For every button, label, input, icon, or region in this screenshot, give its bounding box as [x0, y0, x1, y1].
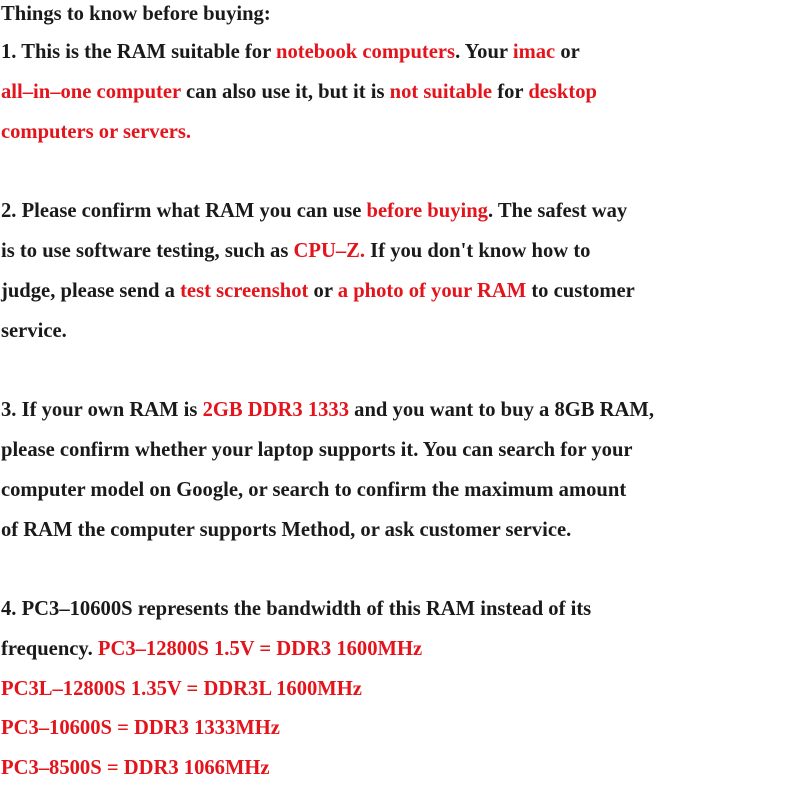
item3-line4: [1, 517, 571, 543]
highlighted-text: not suitable: [389, 81, 493, 103]
highlighted-text: computers or servers.: [1, 121, 192, 143]
body-text: can also use it, but it is: [180, 81, 390, 103]
highlighted-text: PC3–12800S 1.5V = DDR3 1600MHz: [97, 638, 423, 660]
item4-line3: [1, 676, 362, 702]
item4-line2: [1, 636, 422, 662]
body-text: to customer: [526, 280, 635, 302]
highlighted-text: notebook computers: [276, 41, 456, 63]
highlighted-text: CPU–Z.: [293, 240, 366, 262]
body-text: 1. This is the RAM suitable for: [1, 41, 276, 63]
item4-line1: [1, 596, 591, 622]
body-text: or: [308, 280, 338, 302]
body-text: If you don't know how to: [365, 240, 591, 262]
highlighted-text: all–in–one computer: [1, 81, 181, 103]
body-text: is to use software testing, such as: [1, 240, 294, 262]
highlighted-text: desktop: [528, 81, 597, 103]
item2-line3: [1, 278, 635, 304]
body-text: . Your: [455, 41, 513, 63]
highlighted-text: imac: [512, 41, 556, 63]
item2-line1: [1, 198, 627, 224]
body-text: of RAM the computer supports Method, or ask customer service.: [1, 519, 572, 541]
highlighted-text: PC3–10600S = DDR3 1333MHz: [1, 717, 280, 739]
body-text: judge, please send a: [1, 280, 181, 302]
highlighted-text: a photo of your RAM: [337, 280, 527, 302]
body-text: computer model on Google, or search to confirm the maximum amount: [1, 479, 627, 501]
body-text: 4. PC3–10600S represents the bandwidth of this RAM instead of its: [1, 598, 592, 620]
item4-line4: [1, 715, 280, 741]
item2-line4: [1, 318, 67, 344]
body-text: or: [555, 41, 580, 63]
body-text: service.: [1, 320, 67, 342]
highlighted-text: PC3L–12800S 1.35V = DDR3L 1600MHz: [1, 678, 362, 700]
item4-line5: [1, 755, 270, 781]
item3-line3: [1, 477, 626, 503]
item1-line2: [1, 79, 597, 105]
highlighted-text: 2GB DDR3 1333: [202, 399, 350, 421]
item1-line1: [1, 39, 580, 65]
body-text: frequency.: [1, 638, 98, 660]
body-text: . The safest way: [487, 200, 628, 222]
heading: Things to know before buying:: [1, 3, 271, 25]
body-text: 2. Please confirm what RAM you can use: [1, 200, 367, 222]
highlighted-text: PC3–8500S = DDR3 1066MHz: [1, 757, 270, 779]
body-text: for: [492, 81, 529, 103]
highlighted-text: test screenshot: [180, 280, 309, 302]
body-text: please confirm whether your laptop supports it. You can search for your: [1, 439, 633, 461]
item3-line1: [1, 397, 654, 423]
body-text: 3. If your own RAM is: [1, 399, 203, 421]
body-text: and you want to buy a 8GB RAM,: [349, 399, 654, 421]
item3-line2: [1, 437, 633, 463]
highlighted-text: before buying: [366, 200, 488, 222]
item2-line2: [1, 238, 590, 264]
item1-line3: [1, 119, 191, 145]
